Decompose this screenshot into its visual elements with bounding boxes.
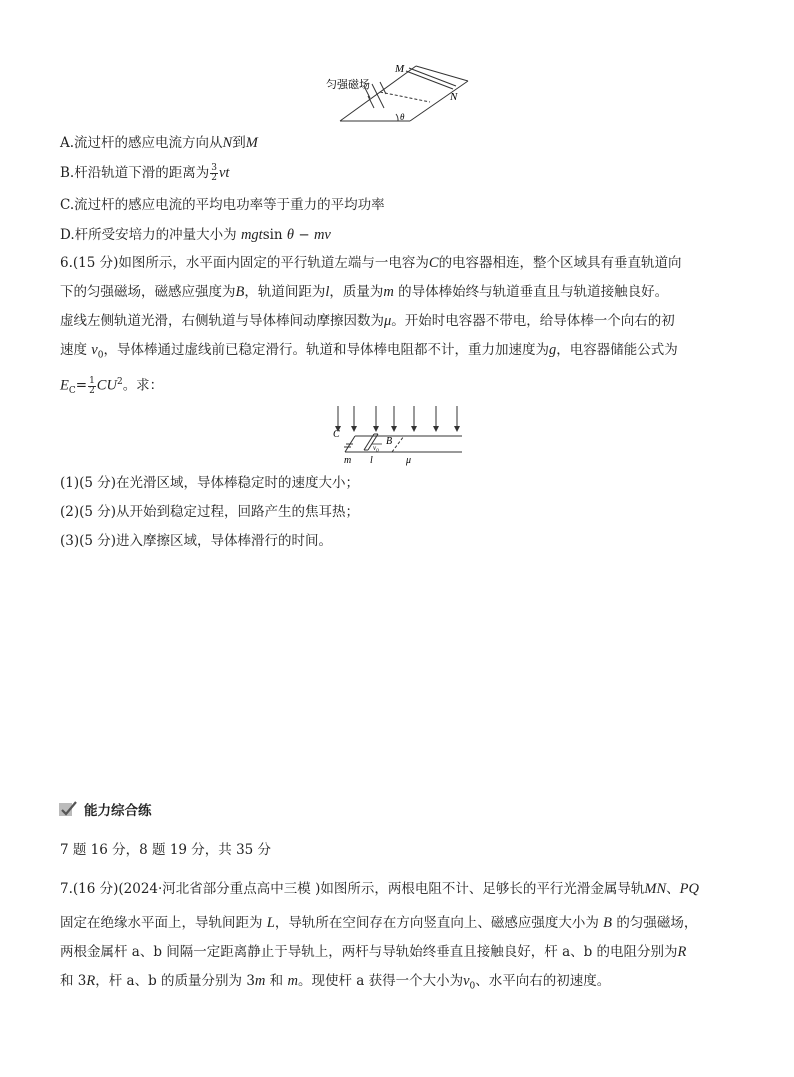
var-m: m [287,973,298,989]
var-M: M [245,135,258,151]
text: 虚线左侧轨道光滑，右侧轨道与导体棒间动摩擦因数为 [60,313,384,329]
var-m: m [254,973,266,989]
text: ，导轨所在空间存在方向竖直向上、磁感应强度大小为 [274,915,604,931]
frac-num: 3 [211,163,217,173]
var-theta: θ [286,227,295,243]
option-c-text: C.流过杆的感应电流的平均电功率等于重力的平均功率 [60,197,385,213]
text: 。求： [122,377,164,394]
score-line [60,840,271,860]
text: 的电容器相连，整个区域具有垂直轨道向 [438,255,682,271]
frac-den: 2 [89,385,95,396]
var-MN: MN [644,881,667,897]
fraction-1-2 [88,377,96,396]
frac-den: 2 [211,173,217,183]
equals: = [75,377,88,394]
text: 7 题 16 分，8 题 19 分，共 35 分 [60,842,272,858]
var-m: m [383,284,394,300]
var-v: v [463,973,470,989]
var-vt: vt [218,165,230,181]
var-CU: CU [96,377,117,394]
var-N: N [222,135,233,151]
var-PQ: PQ [679,881,699,897]
inclined-rails-figure [318,56,478,126]
label-N: N [450,91,458,103]
q6-sub-2 [60,502,359,522]
sin: sin [262,227,287,243]
text: ，电容器储能公式为 [556,342,678,358]
option-b-text: B.杆沿轨道下滑的距离为 [60,165,210,181]
text: ，导体棒通过虚线前已稳定滑行。轨道和导体棒电阻都不计，重力加速度为 [103,342,549,358]
subscript: 0 [469,981,476,992]
option-d [60,225,331,245]
var-l: l [325,284,330,300]
label-M: M [395,63,405,75]
q6-sub-1 [60,473,359,493]
var-L: L [266,915,275,931]
label-theta: θ [400,112,405,122]
text: 下的匀强磁场，磁感应强度为 [60,284,236,300]
option-a-text: A.流过杆的感应电流方向从 [60,135,223,151]
label-m: m [344,455,352,466]
text: 。开始时电容器不带电，给导体棒一个向右的初 [391,313,675,329]
section-title: 能力综合练 [84,803,152,819]
q6-line-1 [60,253,682,273]
q6-line-5 [60,372,163,401]
text: (1)(5 分)在光滑区域，导体棒稳定时的速度大小； [60,475,360,491]
option-c [60,195,385,215]
v0-v: v [373,444,377,452]
q6-line-2 [60,282,668,302]
option-b [60,163,229,183]
text: 速度 [60,342,92,358]
q7-line-2 [60,913,697,933]
var-B: B [603,915,613,931]
text: 的匀强磁场， [612,915,698,931]
fraction-3-2 [210,164,218,183]
minus: − [294,227,314,243]
text: 两根金属杆 a、b 间隔一定距离静止于导轨上，两杆与导轨始终垂直且接触良好，杆 a、b 的电阻分别为 [60,944,678,960]
text: 和 3 [60,973,87,989]
option-a [60,133,258,153]
checklist-icon [58,800,78,818]
v0-sub: 0 [376,449,379,454]
text: ，轨道间距为 [244,284,326,300]
text: 的导体棒始终与轨道垂直且与轨道接触良好。 [393,284,669,300]
text: ，质量为 [329,284,384,300]
q7-line-4 [60,971,610,997]
subscript: C [68,386,76,397]
var-mu: μ [384,313,392,329]
var-g: g [548,342,557,358]
option-a-mid: 到 [232,135,246,151]
option-d-text: D.杆所受安培力的冲量大小为 [60,227,241,243]
text: 、 [666,881,680,897]
field-label: 匀强磁场 [326,79,370,91]
q7-line-1 [60,879,699,899]
label-mu: μ [406,455,412,466]
expr-mgt: mgt [240,227,263,243]
capacitor-rails-figure [330,404,465,466]
var-B: B [235,284,245,300]
superscript: 2 [116,377,123,387]
var-C: C [428,255,439,271]
text: 、水平向右的初速度。 [475,973,611,989]
var-R: R [86,973,96,989]
section-header [58,799,152,819]
text: ，杆 a、b 的质量分别为 3 [95,973,255,989]
frac-num: 1 [89,375,95,386]
text: 固定在绝缘水平面上，导轨间距为 [60,915,267,931]
text: (3)(5 分)进入摩擦区域，导体棒滑行的时间。 [60,533,333,549]
text: 。现使杆 a 获得一个大小为 [297,973,464,989]
q6-sub-3 [60,531,332,551]
var-E: E [60,377,69,394]
q6-line-3 [60,311,675,331]
label-C: C [333,429,340,440]
label-l: l [370,455,373,466]
q6-line-4 [60,340,678,366]
text: 7.(16 分)(2024·河北省部分重点高中三模 )如图所示，两根电阻不计、足够长的平行光滑金属导轨 [60,881,645,897]
label-B: B [386,436,393,447]
text: (2)(5 分)从开始到稳定过程，回路产生的焦耳热； [60,504,360,520]
var-R: R [677,944,687,960]
text: 和 [265,973,288,989]
subscript: 0 [97,350,104,361]
expr-mv: mv [313,227,331,243]
q7-line-3 [60,942,686,962]
text: 6.(15 分)如图所示，水平面内固定的平行轨道左端与一电容为 [60,255,429,271]
var-v: v [91,342,98,358]
